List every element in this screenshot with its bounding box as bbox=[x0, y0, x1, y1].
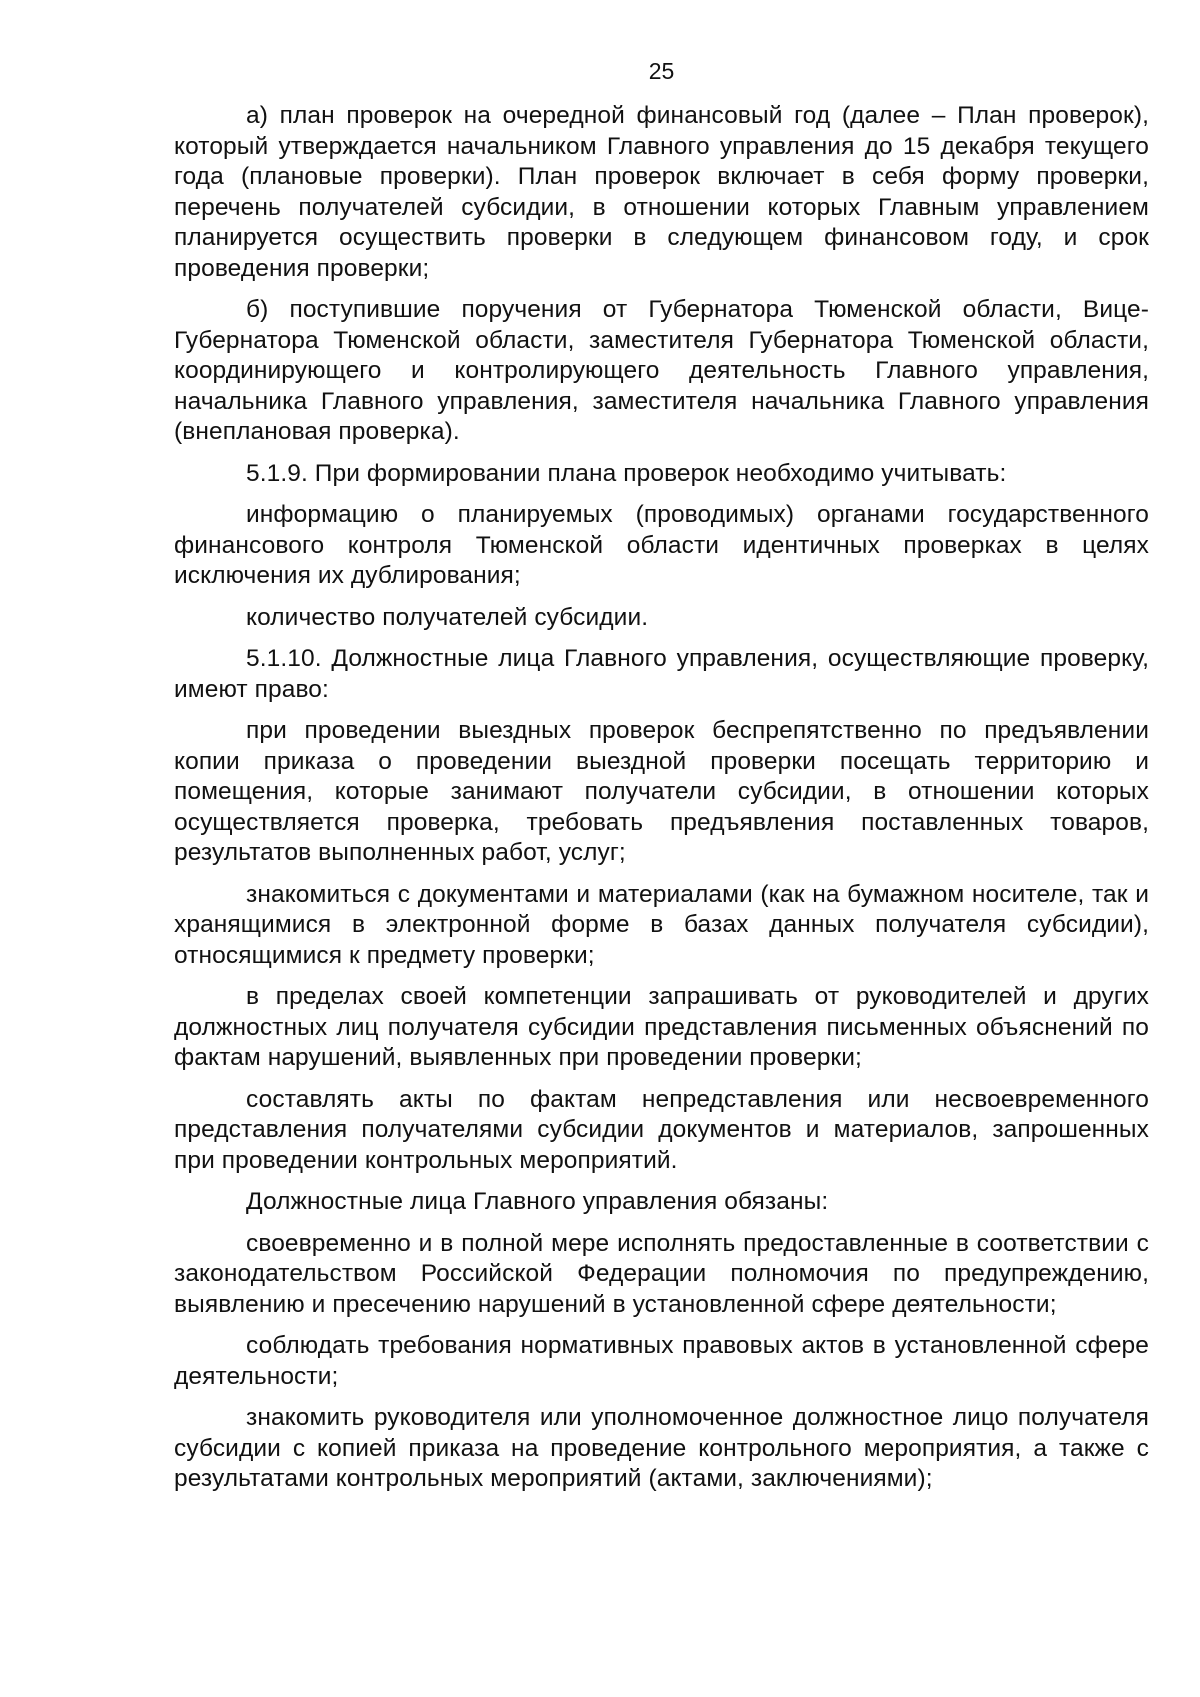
paragraph-vyezdnye-proverki: при проведении выездных проверок беспрепятственно по предъявлении копии приказа о проведении выездной проверки посещать территорию и помещения, которые занимают получатели субсидии, в отношении которых осуществляется проверка, требовать предъявления поставленных товаров, результатов выполненных работ, услуг; bbox=[174, 717, 1149, 866]
paragraph-soblyudat: соблюдать требования нормативных правовых актов в установленной сфере деятельности; bbox=[174, 1332, 1149, 1390]
paragraph-informatsiya: информацию о планируемых (проводимых) органами государственного финансового контроля Тюменской области идентичных проверках в целях исключения их дублирования; bbox=[174, 501, 1149, 589]
paragraph-obyazany: Должностные лица Главного управления обязаны: bbox=[246, 1188, 829, 1215]
paragraph-znakomitsya: знакомиться с документами и материалами (как на бумажном носителе, так и хранящимися в электронной форме в базах данных получателя субсидии), относящимися к предмету проверки; bbox=[174, 880, 1149, 969]
paragraph-5-1-10: 5.1.10. Должностные лица Главного управления, осуществляющие проверку, имеют право: bbox=[174, 645, 1149, 703]
paragraph-ispolnyat: своевременно и в полной мере исполнять предоставленные в соответствии с законодательством Российской Федерации полномочия по предупреждению, выявлению и пресечению нарушений в установленной сфере деятельности; bbox=[174, 1229, 1149, 1318]
document-page bbox=[174, 56, 1149, 1506]
paragraph-kolichestvo: количество получателей субсидии. bbox=[246, 603, 649, 631]
paragraph-zaprashivat: в пределах своей компетенции запрашивать от руководителей и других должностных лиц получателя субсидии представления письменных объяснений по фактам нарушений, выявленных при проведении проверки; bbox=[174, 983, 1149, 1071]
paragraph-porucheniya: б) поступившие поручения от Губернатора Тюменской области, Вице-Губернатора Тюменской области, заместителя Губернатора Тюменской области, координирующего и контролирующего деятельность Главного управления, начальника Главного управления, заместителя начальника Главного управления (внеплановая проверка). bbox=[174, 296, 1149, 445]
paragraph-5-1-9: 5.1.9. При формировании плана проверок необходимо учитывать: bbox=[246, 459, 1007, 487]
page-number: 25 bbox=[648, 58, 675, 84]
paragraph-znakomit: знакомить руководителя или уполномоченное должностное лицо получателя субсидии с копией приказа на проведение контрольного мероприятия, а также с результатами контрольных мероприятий (актами, заключениями); bbox=[174, 1404, 1149, 1492]
paragraph-sostavlyat-akty: составлять акты по фактам непредставления или несвоевременного представления получателями субсидии документов и материалов, запрошенных при проведении контрольных мероприятий. bbox=[174, 1085, 1149, 1174]
paragraph-plan-proverok: а) план проверок на очередной финансовый год (далее – План проверок), который утверждается начальником Главного управления до 15 декабря текущего года (плановые проверки). План проверок включает в себя форму проверки, перечень получателей субсидии, в отношении которых Главным управлением планируется осуществить проверки в следующем финансовом году, и срок проведения проверки; bbox=[174, 102, 1149, 282]
